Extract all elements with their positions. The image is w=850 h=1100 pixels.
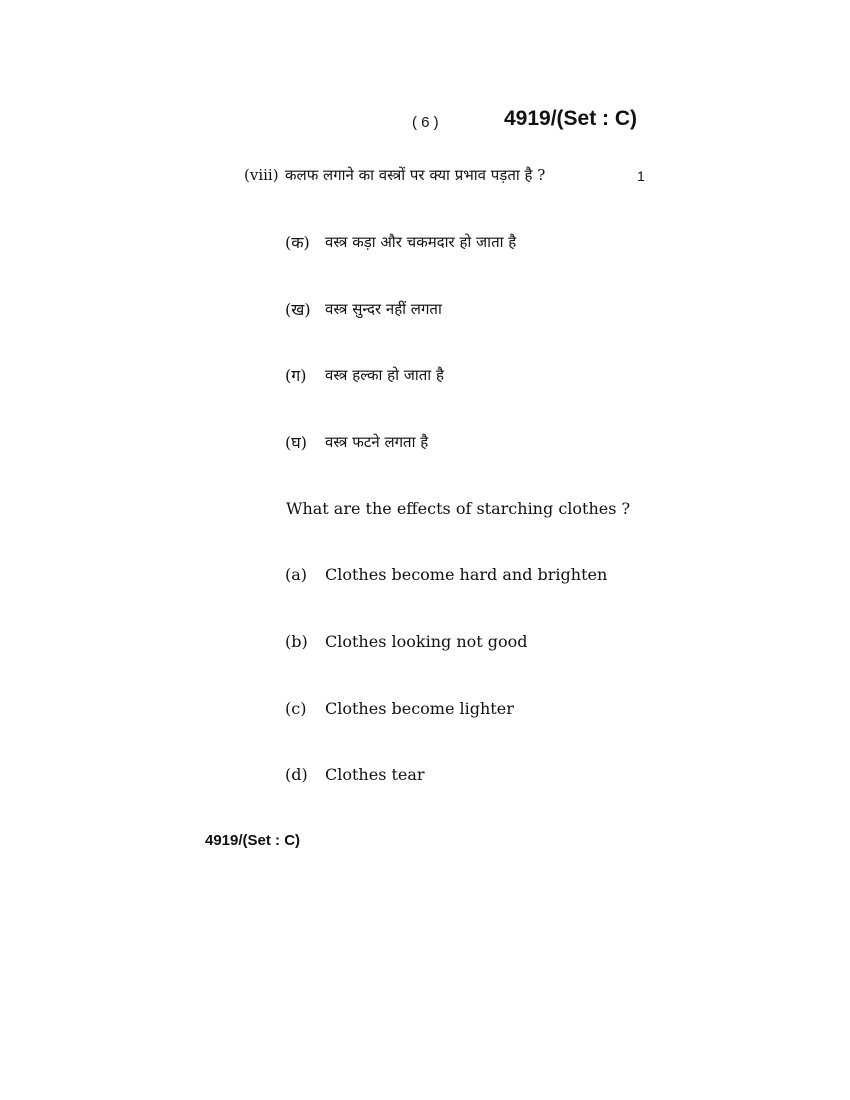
- option-text-hindi-3: वस्त्र हल्का हो जाता है: [325, 366, 444, 384]
- question-text-hindi: कलफ लगाने का वस्त्रों पर क्या प्रभाव पड़ता है ?: [285, 166, 546, 184]
- option-label-english-a: (a): [285, 565, 308, 584]
- option-text-english-c: Clothes become lighter: [325, 699, 514, 718]
- option-label-english-b: (b): [285, 632, 308, 651]
- question-text-english: What are the effects of starching clothes ?: [286, 499, 631, 518]
- paper-code-footer: 4919/(Set : C): [205, 832, 301, 849]
- option-text-hindi-1: वस्त्र कड़ा और चकमदार हो जाता है: [325, 233, 517, 251]
- option-label-english-d: (d): [285, 765, 308, 784]
- option-text-hindi-2: वस्त्र सुन्दर नहीं लगता: [325, 300, 442, 318]
- paper-code-header: 4919/(Set : C): [504, 107, 638, 130]
- option-text-english-a: Clothes become hard and brighten: [325, 565, 608, 584]
- option-label-hindi-3: (ग): [285, 366, 307, 385]
- option-label-hindi-2: (ख): [285, 300, 311, 319]
- option-text-english-b: Clothes looking not good: [325, 632, 528, 651]
- option-text-english-d: Clothes tear: [325, 765, 425, 784]
- question-marks: 1: [637, 168, 645, 184]
- question-number: (viii): [244, 166, 279, 184]
- option-label-english-c: (c): [285, 699, 307, 718]
- option-label-hindi-4: (घ): [285, 433, 307, 452]
- page-number: ( 6 ): [412, 114, 439, 131]
- option-text-hindi-4: वस्त्र फटने लगता है: [325, 433, 429, 451]
- option-label-hindi-1: (क): [285, 233, 310, 252]
